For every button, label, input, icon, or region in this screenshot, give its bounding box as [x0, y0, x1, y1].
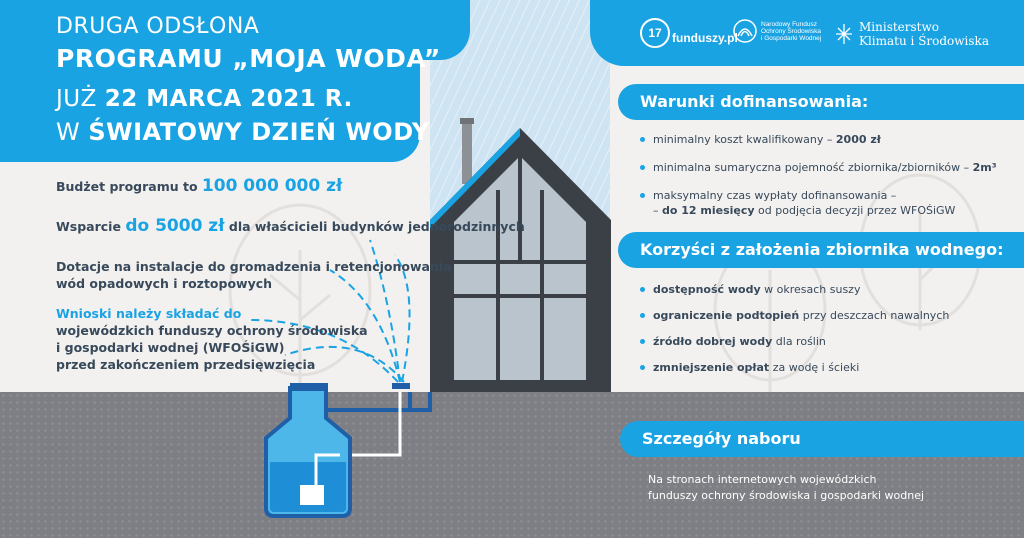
benefit-flood-reduction [640, 308, 949, 323]
bullet-icon [640, 193, 645, 198]
details-text [648, 472, 924, 504]
ministry-line-1: Ministerstwo [859, 20, 939, 34]
support-info [56, 218, 525, 235]
title-line-4 [56, 118, 430, 146]
logo-17-funduszy [640, 18, 738, 48]
benefit-water-availability [640, 282, 949, 297]
details-heading: Szczegóły naboru [620, 421, 1024, 457]
condition-min-cost-value: 2000 zł [835, 133, 881, 146]
title-world-water-day: ŚWIATOWY DZIEŃ WODY [88, 118, 430, 146]
benefit-3-text: dla roślin [772, 335, 826, 348]
nfosigw-line-2: Ochrony Środowiska [761, 27, 821, 35]
ministry-name [859, 20, 989, 48]
application-info [56, 305, 368, 373]
title-line-2: PROGRAMU „MOJA WODA” [56, 44, 441, 73]
budget-info [56, 178, 342, 195]
nfosigw-name [761, 21, 821, 42]
condition-max-payout-dash: – [653, 204, 662, 217]
title-line-3-prefix: JUŻ [56, 86, 105, 112]
logo-17-icon: 17 [640, 18, 670, 48]
condition-min-capacity [640, 160, 997, 175]
condition-min-cost-label: minimalny koszt kwalifikowany – [653, 133, 836, 146]
benefit-3-bold: źródło dobrej wody [653, 335, 773, 348]
details-line-1: Na stronach internetowych wojewódzkich [648, 473, 877, 486]
application-line-1: Wnioski należy składać do [56, 306, 242, 321]
condition-max-payout-suffix: od podjęcia decyzji przez WFOŚiGW [754, 204, 956, 217]
condition-min-capacity-value: 2m³ [972, 161, 997, 174]
subsidy-info [56, 258, 452, 292]
benefit-4-text: za wodę i ścieki [769, 361, 860, 374]
nfosigw-line-1: Narodowy Fundusz [761, 20, 817, 28]
nfosigw-line-3: i Gospodarki Wodnej [761, 34, 822, 42]
logo-nfosigw [732, 18, 821, 44]
conditions-list [640, 132, 997, 231]
support-value: do 5000 zł [125, 216, 225, 236]
logo-17-text: funduszy.pl [672, 31, 738, 45]
benefit-1-bold: dostępność wody [653, 283, 761, 296]
benefit-2-bold: ograniczenie podtopień [653, 309, 800, 322]
application-line-4: przed zakończeniem przedsięwzięcia [56, 357, 316, 372]
support-label: Wsparcie [56, 219, 126, 234]
subsidy-line-1: Dotacje na instalacje do gromadzenia i retencjonowania [56, 259, 452, 274]
benefit-lower-fees [640, 360, 949, 375]
ministry-line-2: Klimatu i Środowiska [859, 34, 989, 48]
budget-label: Budżet programu to [56, 179, 202, 194]
conditions-heading: Warunki dofinansowania: [618, 84, 1024, 120]
title-line-1: DRUGA ODSŁONA [56, 14, 260, 39]
condition-max-payout-time [640, 188, 997, 218]
condition-max-payout-value: do 12 miesięcy [662, 204, 755, 217]
nfosigw-emblem-icon [732, 18, 758, 44]
bullet-icon [640, 137, 645, 142]
budget-value: 100 000 000 zł [201, 176, 343, 196]
benefits-heading: Korzyści z założenia zbiornika wodnego: [618, 232, 1024, 268]
benefits-list [640, 282, 949, 386]
bullet-icon [640, 365, 645, 370]
condition-min-cost [640, 132, 997, 147]
subsidy-line-2: wód opadowych i roztopowych [56, 276, 273, 291]
condition-max-payout-label: maksymalny czas wypłaty dofinansowania – [653, 189, 897, 202]
application-line-3: i gospodarki wodnej (WFOŚiGW) [56, 340, 285, 355]
bullet-icon [640, 313, 645, 318]
benefit-4-bold: zmniejszenie opłat [653, 361, 770, 374]
benefit-water-for-plants [640, 334, 949, 349]
application-line-2: wojewódzkich funduszy ochrony środowiska [56, 323, 368, 338]
bullet-icon [640, 287, 645, 292]
benefit-1-text: w okresach suszy [760, 283, 861, 296]
logo-ministry [835, 20, 989, 48]
title-line-4-prefix: W [56, 118, 89, 146]
support-target: dla właścicieli budynków jednorodzinnych [224, 219, 525, 234]
benefit-2-text: przy deszczach nawalnych [799, 309, 950, 322]
ministry-emblem-icon [835, 22, 853, 46]
bullet-icon [640, 339, 645, 344]
condition-min-capacity-label: minimalna sumaryczna pojemność zbiornika/zbiorników – [653, 161, 973, 174]
details-line-2: funduszy ochrony środowiska i gospodarki wodnej [648, 489, 925, 502]
title-line-3 [56, 86, 353, 112]
bullet-icon [640, 165, 645, 170]
title-date: 22 MARCA 2021 R. [104, 86, 353, 112]
